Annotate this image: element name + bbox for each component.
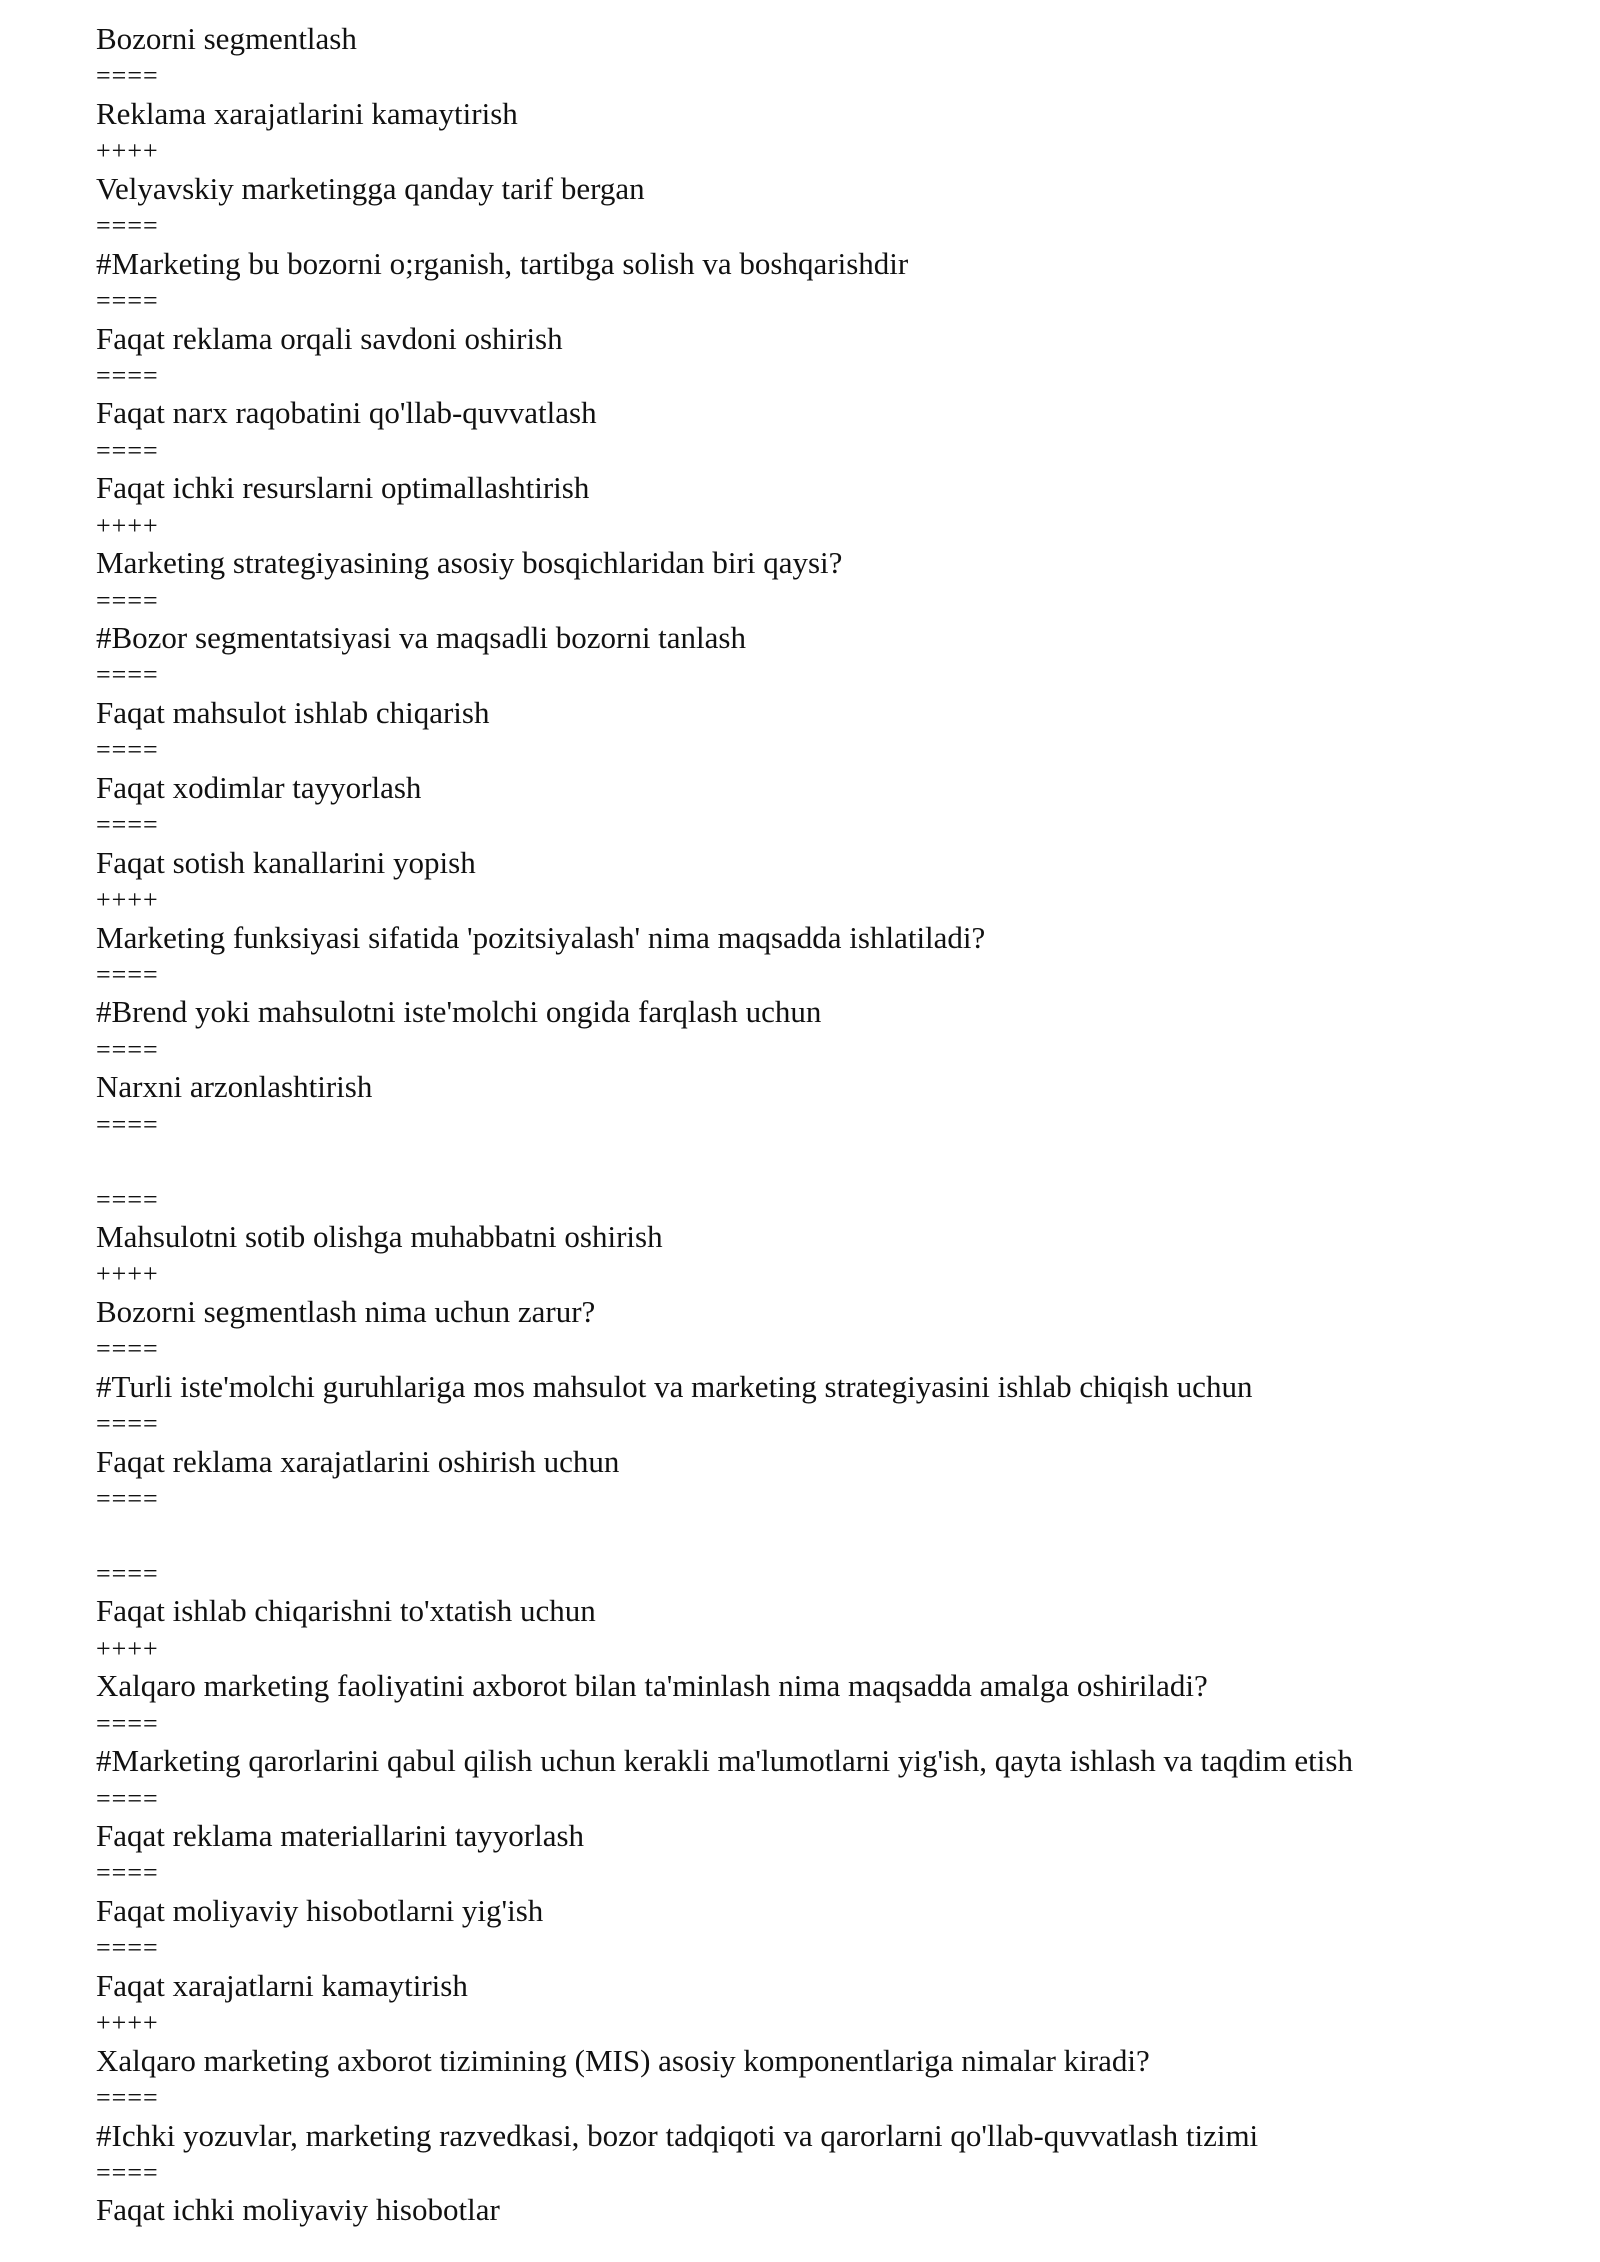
separator-line: ==== — [96, 435, 159, 465]
text-line: Marketing strategiyasining asosiy bosqichlaridan biri qaysi? — [96, 545, 843, 581]
text-line: Bozorni segmentlash nima uchun zarur? — [96, 1293, 596, 1329]
separator-line: ==== — [96, 959, 159, 989]
text-line: Faqat xodimlar tayyorlash — [96, 769, 422, 805]
correct-answer-line: #Brend yoki mahsulotni iste'molchi ongida farqlash uchun — [96, 994, 822, 1030]
text-line: Faqat reklama xarajatlarini oshirish uchun — [96, 1443, 620, 1479]
separator-line: ==== — [96, 2083, 159, 2113]
separator-line: ==== — [96, 1409, 159, 1439]
question-separator-line: ++++ — [96, 136, 159, 166]
text-line: Faqat moliyaviy hisobotlarni yig'ish — [96, 1892, 544, 1928]
question-separator-line: ++++ — [96, 510, 159, 540]
correct-answer-line: #Ichki yozuvlar, marketing razvedkasi, bozor tadqiqoti va qarorlarni qo'llab-quvvatlash tizimi — [96, 2117, 1259, 2153]
separator-line: ==== — [96, 1783, 159, 1813]
separator-line: ==== — [96, 1484, 159, 1514]
text-line: Xalqaro marketing axborot tizimining (MIS) asosiy komponentlariga nimalar kiradi? — [96, 2042, 1150, 2078]
empty-line — [96, 1143, 1536, 1180]
question-separator-line: ++++ — [96, 1259, 159, 1289]
separator-line: ==== — [96, 1184, 159, 1214]
text-line: Bozorni segmentlash — [96, 21, 357, 56]
correct-answer-line: #Turli iste'molchi guruhlariga mos mahsulot va marketing strategiyasini ishlab chiqish uchun — [96, 1368, 1253, 1404]
question-separator-line: ++++ — [96, 2008, 159, 2038]
separator-line: ==== — [96, 585, 159, 615]
separator-line: ==== — [96, 1933, 159, 1963]
question-separator-line: ++++ — [96, 885, 159, 915]
text-line: Faqat sotish kanallarini yopish — [96, 844, 476, 880]
text-line: Faqat reklama materiallarini tayyorlash — [96, 1818, 585, 1853]
question-separator-line: ++++ — [96, 1633, 159, 1663]
correct-answer-line: #Marketing bu bozorni o;rganish, tartibga solish va boshqarishdir — [96, 245, 909, 281]
separator-line: ==== — [96, 1334, 159, 1364]
separator-line: ==== — [96, 211, 159, 241]
text-line: Faqat reklama orqali savdoni oshirish — [96, 320, 563, 356]
text-line: Faqat xarajatlarni kamaytirish — [96, 1967, 468, 2003]
text-line: Faqat mahsulot ishlab chiqarish — [96, 694, 490, 730]
document-page — [96, 20, 1536, 2229]
correct-answer-line: #Bozor segmentatsiyasi va maqsadli bozorni tanlash — [96, 620, 746, 655]
text-line: Faqat ishlab chiqarishni to'xtatish uchun — [96, 1593, 596, 1629]
text-line: Reklama xarajatlarini kamaytirish — [96, 95, 518, 131]
separator-line: ==== — [96, 1109, 159, 1139]
separator-line: ==== — [96, 360, 159, 390]
correct-answer-line: #Marketing qarorlarini qabul qilish uchun kerakli ma'lumotlarni yig'ish, qayta ishlash va taqdim etish — [96, 1743, 1353, 1779]
text-line: Mahsulotni sotib olishga muhabbatni oshirish — [96, 1219, 663, 1254]
separator-line: ==== — [96, 1708, 159, 1738]
separator-line: ==== — [96, 660, 159, 690]
text-line: Faqat narx raqobatini qo'llab-quvvatlash — [96, 395, 597, 431]
separator-line: ==== — [96, 61, 159, 91]
text-line: Faqat ichki resurslarni optimallashtirish — [96, 470, 590, 506]
separator-line: ==== — [96, 1034, 159, 1064]
separator-line: ==== — [96, 1558, 159, 1588]
separator-line: ==== — [96, 735, 159, 765]
text-line: Xalqaro marketing faoliyatini axborot bilan ta'minlash nima maqsadda amalga oshiriladi? — [96, 1668, 1208, 1704]
separator-line: ==== — [96, 1858, 159, 1888]
separator-line: ==== — [96, 286, 159, 316]
empty-line — [96, 1518, 1536, 1555]
text-line: Narxni arzonlashtirish — [96, 1069, 373, 1105]
text-line: Faqat ichki moliyaviy hisobotlar — [96, 2192, 500, 2228]
separator-line: ==== — [96, 2157, 159, 2187]
text-line: Marketing funksiyasi sifatida 'pozitsiyalash' nima maqsadda ishlatiladi? — [96, 919, 986, 955]
separator-line: ==== — [96, 810, 159, 840]
text-line: Velyavskiy marketingga qanday tarif bergan — [96, 170, 645, 206]
